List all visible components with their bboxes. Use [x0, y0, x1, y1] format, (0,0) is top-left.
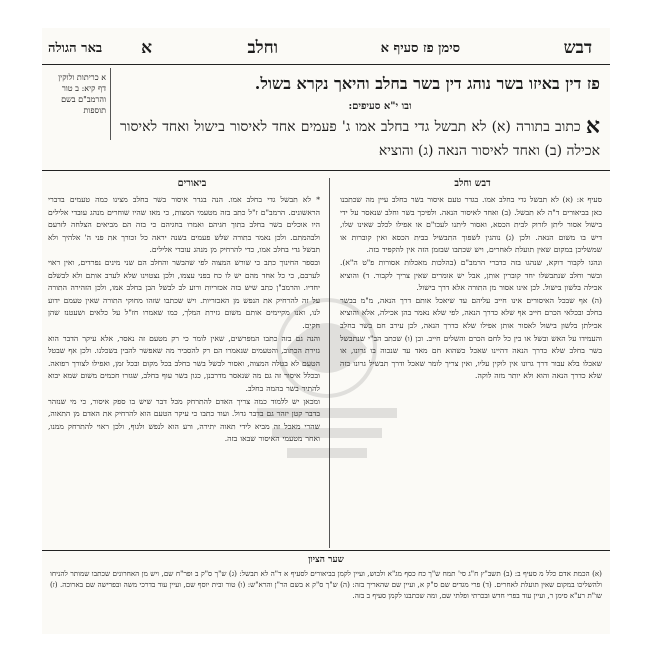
beer-hagolah-divider — [110, 68, 111, 140]
header-rule — [42, 64, 610, 65]
column-divider — [329, 178, 330, 548]
left-column-paragraph: ונהגו לקבור דוקא, שנהגו בזה כדברי הרמב"ם (בהלכות מאכלות אסורות פ"ט ה"א). ובשר וחלב שנתבשלו יחד קוברין אותן, אבל יש אומרים שאין צריך לקבור. ד) והוציא אכילה בלשון בישול. לכן אינו אסור מן התורה אלא דרך בישול. — [340, 257, 602, 293]
siman-body: כתוב בתורה (א) לא תבשל גדי בחלב אמו ג' פעמים אחד לאיסור בישול ואחד לאיסור אכילה (ב) ואחד לאיסור הנאה (ג) והוציא — [120, 119, 600, 159]
main-text-rule — [42, 170, 610, 171]
header-title-mid: וחלב — [247, 38, 278, 58]
footer-title: שער הציון — [308, 555, 344, 565]
left-column-text — [340, 194, 602, 544]
header-letter: א — [141, 38, 152, 58]
siman-title: פז דין באיזו בשר נוהג דין בשר בחלב והיאך נקרא בשול. — [254, 74, 600, 93]
left-column-title: דבש וחלב — [454, 178, 491, 189]
header-beer-hagolah-label: באר הגולה — [48, 41, 103, 56]
right-column-title: ביאורים — [177, 178, 207, 189]
beer-hagolah-note: א כריתות ולוקין דף קיא: ב טור והרמב"ם בשם תוספות — [58, 73, 106, 115]
page — [42, 28, 610, 634]
right-column-paragraph: ובספר החינוך כתב כי שורש המצוה לפי שהבשר והחלב הם שני מינים נפרדים, ואין ראוי לערבם, כי כל אחד מהם יש לו כח בפני עצמו, ולכן נצטוינו שלא לערב אותם ולא לבשלם יחדיו. והרמב"ן כתב שיש בזה אכזריות ורוע לב לבשל הבן בחלב אמו, ולכן הזהירה התורה על זה להרחיק את הנפש מן האכזריות. ויש שכתבו שזהו מחוקי התורה שאין טעמם ידוע לנו, ואנו מקיימים אותם משום גזירת המלך, כמו שאמרו חז"ל על כלאים ושעטנז שהן חקים. — [48, 257, 320, 330]
lead-letter: א — [585, 114, 600, 139]
siman-main-text — [120, 114, 600, 166]
footer-text: (א) הכמת אדם כלל מ סעיף ב: (ב) תשב"ץ ח"ג סי' תמח ש"ך כח כסף מג"א ולבוש, ועיין לקמן בביאורים לסעיף א ד"ה לא תבשל: (ג) ש"ך ס"ק ב ופר"ח שם, ויש מן האחרונים שכתבו שמותר להניחו ולהשליכו במקום שאין תועלת לאחרים. (ד) פרי מגדים שם ס"ק א, ועיין שם שהאריך בזה: (ה) ש"ך ס"ק א בשם הר"ן והרא"ש: (ו) טור ובית יוסף שם, ועיין עוד בדרכי משה ובפרישה שם בארוכה. (ז) שו"ת רע"א סימן ר, ועיין עוד בפרי חדש ובכרתי ופלתי שם, ומה שכתבנו לקמן סעיף ב בזה. — [50, 569, 602, 600]
siman-subtitle: ובו י"א סעיפים: — [348, 101, 412, 112]
footer-rule — [42, 550, 610, 551]
header-title-right: דבש — [563, 38, 592, 58]
right-column-paragraph: ומכאן יש ללמוד כמה צריך האדם להתרחק מכל דבר שיש בו ספק איסור, כי מי שנזהר בדבר קטן יזהר גם בדבר גדול. ועוד כתבו כי עיקר הטעם הוא להרחיק את האדם מן התאוה, שהרי מאכל זה מביא לידי תאוה יתירה, ורע הוא לנפש ולגוף, ולכן ראוי להתרחק ממנו, ואחר מטעמי האיסור שבאו בזה. — [48, 396, 320, 444]
right-column-paragraph: * לא תבשל גדי בחלב אמו. הנה בגדר איסור בשר בחלב מצינו כמה טעמים בדברי הראשונים. הרמב"ם ז"ל כתב בזה מטעמי המצות, כי מאז שהיו שוחרים מנהג עובדי אלילים היו אוכלים בשר בחלב בתוך חגיהם ואמרו בחגיהם כי בזה הם מביאים הצלחה לזרעם ולבהמתם. ולכן נאמר בתורה שלש פעמים בשנה יראה כל זכורך את פני ה' אלהיך ולא תבשל גדי בחלב אמו, כדי להרחיק מן מנהג עובדי אלילים. — [48, 195, 320, 255]
right-column-paragraph: והנה גם בזה כתבו המפרשים, שאין לומר כי רק מטעם זה נאסר, אלא עיקר הדבר הוא גזירת הכתוב, והטעמים שנאמרו הם רק להסביר מה שאפשר להבין בשכלנו. ולכן אף שבטל הטעם לא בטלה המצוה, ואסור לבשל בשר בחלב בכל מקום ובכל זמן, ואפילו לצורך רפואה. ובכלל איסור זה גם מה שנאסר מדרבנן, כגון בשר עוף בחלב, שגזרו חכמים משום שמא יבוא להתיר בשר בהמה בחלב. — [48, 333, 320, 393]
left-column-paragraph: סעיף א: (א) לא תבשל גדי בחלב אמו. בגדר טעם איסור בשר בחלב עיין מה שכתבנו כאן בביאורים ד"ה לא תבשל. (ב) ואחד לאיסור הנאה. ולפיכך בשר וחלב שנאסר על ידי בישול אסור ליתן לזרוק לבית הכסא, ואסור ליתנו לעכו"ם או אפילו לכלב שאינו שלו, דיש בו משום הנאה. ולכן (ג) נוהגין לשפוך התבשיל בבית הכסא ואין קוברות או שמשליכן במקום שאין תועלת לאחרים, ויש שכתבו שבזמן הזה אין להקפיד בזה. — [340, 195, 602, 255]
header-siman-ref: סימן פז סעיף א — [380, 41, 460, 56]
right-column-text — [48, 194, 320, 544]
left-column-paragraph: (ה) אף שבכל האיסורים אינו חייב עליהם עד שיאכל אותם דרך הנאה, מ"מ בבשר בחלב ובכלאי הכרם חייב אף שלא כדרך הנאה, לפי שלא נאמר בהן אכילה, אלא והוציא אכילתן בלשון בישול לאסור אותן אפילו שלא כדרך הנאה, לכן עירב חם בשר בחלב והעמידו על האש ובשל או בין כל לחם הכרם והשלים חייב. וכן (ו) שכתב הב"י שנתבשל בשר בחלב שלא כדרך הנאה דהיינו שאכל כשהוא חם מאד עד שנכוה בו גרונו, או שאכלו בלא עבור דרך גרונו אין לוקין עליו, ואין צריך לומר שאכל ודרך תבשיל גרונו בזה שלא כדרך הנאה והוא ולא יותר מזה לוקה. — [340, 295, 602, 381]
